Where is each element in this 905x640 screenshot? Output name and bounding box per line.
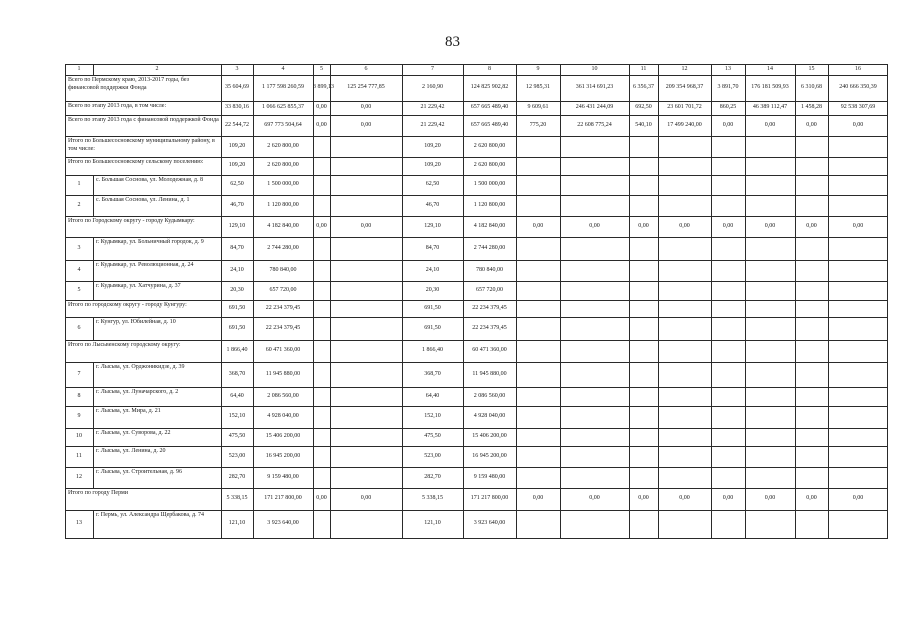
header-cell: 11 [640,66,647,72]
value-cell: 0,00 [316,222,327,229]
value-cell: 282,70 [228,473,246,480]
value-cell: 475,50 [424,433,441,439]
value-cell: 22 234 379,45 [265,324,301,331]
row-border [65,446,888,447]
column-border [65,64,66,538]
value-cell: 171 217 800,00 [264,495,302,501]
row-number: 6 [77,324,81,331]
header-cell: 8 [488,66,491,72]
row-number: 8 [77,392,81,399]
row-border [65,362,888,363]
value-cell: 23 601 701,72 [667,104,702,110]
row-number: 9 [77,413,81,419]
value-cell: 3 899,13 [313,84,334,90]
value-cell: 0,00 [722,495,734,501]
column-border [313,64,314,538]
value-cell: 540,10 [635,121,652,128]
value-cell: 2 620 800,00 [267,162,299,168]
value-cell: 0,00 [764,121,776,128]
row-border [65,510,888,511]
value-cell: 15 406 200,00 [265,433,301,439]
value-cell: 9 609,61 [527,104,549,110]
header-cell: 4 [281,66,285,72]
header-cell: 6 [364,66,368,72]
value-cell: 0,00 [852,222,864,229]
value-cell: 0,00 [679,495,690,501]
row-border [65,406,888,407]
value-cell: 20,30 [425,286,440,293]
value-cell: 0,00 [679,222,690,229]
row-border [65,101,888,102]
value-cell: 129,10 [228,222,246,229]
value-cell: 60 471 360,00 [472,347,507,353]
value-cell: 24,10 [425,266,440,273]
value-cell: 475,50 [228,433,246,439]
value-cell: 2 086 560,00 [473,392,506,399]
value-cell: 20,30 [230,286,244,293]
row-border [65,75,888,76]
column-border [402,64,403,538]
value-cell: 0,00 [852,121,864,128]
value-cell: 4 182 840,00 [267,222,299,229]
value-cell: 0,00 [806,121,817,128]
value-cell: 1 458,28 [801,104,822,110]
value-cell: 0,00 [638,495,649,501]
value-cell: 657 665 489,40 [470,104,509,110]
column-border [658,64,659,538]
row-number: 10 [76,433,82,439]
column-border [93,362,94,387]
column-border [93,446,94,467]
value-cell: 62,50 [425,181,440,187]
data-table [65,64,888,640]
value-cell: 657 665 489,40 [470,121,509,128]
value-cell: 3 923 640,00 [473,520,506,526]
row-border [65,175,888,176]
value-cell: 24,10 [230,266,244,273]
column-border [253,64,254,538]
header-cell: 13 [725,66,731,72]
value-cell: 92 538 307,69 [840,104,876,110]
value-cell: 2 744 280,00 [473,244,506,251]
value-cell: 4 182 840,00 [473,222,506,229]
header-cell: 1 [77,66,81,72]
row-border [65,237,888,238]
summary-label: Всего по этапу 2013 года с финансовой поддержкой Фонда [68,117,219,123]
value-cell: 0,00 [316,495,327,501]
value-cell: 171 217 800,00 [470,495,509,501]
value-cell: 657 720,00 [269,286,297,293]
column-border [516,64,517,538]
row-border [65,195,888,196]
value-cell: 1 066 625 855,37 [262,104,304,110]
value-cell: 15 406 200,00 [472,433,507,439]
value-cell: 84,70 [230,244,244,251]
value-cell: 5 338,15 [422,495,443,501]
value-cell: 2 620 800,00 [267,142,299,149]
value-cell: 0,00 [360,104,372,110]
value-cell: 1 500 000,00 [473,181,506,187]
value-cell: 0,00 [532,222,544,229]
row-border [65,300,888,301]
value-cell: 282,70 [424,473,441,480]
header-cell: 14 [767,66,773,72]
value-cell: 691,50 [228,304,246,311]
header-cell: 16 [855,66,861,72]
value-cell: 64,40 [425,392,440,399]
value-cell: 152,10 [228,413,246,419]
value-cell: 209 354 968,37 [665,84,704,90]
value-cell: 0,00 [316,121,327,128]
value-cell: 1 120 800,00 [473,201,506,208]
value-cell: 3 891,70 [717,84,739,90]
value-cell: 46,70 [230,201,244,208]
column-border [93,510,94,538]
value-cell: 0,00 [360,222,372,229]
value-cell: 0,00 [360,121,372,128]
value-cell: 368,70 [424,370,441,377]
value-cell: 1 866,40 [422,347,443,353]
value-cell: 0,00 [722,121,734,128]
summary-label: Итого по Большесосновскому муниципальному району, в том числе: [68,138,215,152]
value-cell: 124 825 902,82 [470,84,509,90]
address-label: г. Кудымкар, ул. Больничный городок, д. 9 [96,239,204,245]
value-cell: 1 120 800,00 [267,201,299,208]
value-cell: 46,70 [425,201,440,208]
value-cell: 46 389 112,47 [752,104,788,110]
value-cell: 691,50 [424,304,441,311]
value-cell: 121,10 [424,520,441,526]
header-cell: 3 [235,66,239,72]
value-cell: 33 830,16 [225,104,249,110]
row-border [65,387,888,388]
value-cell: 1 500 000,00 [267,181,299,187]
row-border [65,260,888,261]
row-border [65,428,888,429]
value-cell: 0,00 [852,495,864,501]
summary-label: Всего по этапу 2013 года, в том числе: [68,103,167,109]
value-cell: 0,00 [316,104,327,110]
value-cell: 2 160,90 [422,84,443,90]
row-border [65,538,888,539]
address-label: г. Кудымкар, ул. Хатчурина, д. 37 [96,283,181,289]
address-label: г. Лысьва, ул. Строительная, д. 96 [96,469,182,475]
value-cell: 21 229,42 [420,121,445,128]
value-cell: 0,00 [722,222,734,229]
row-border [65,488,888,489]
address-label: г. Пермь, ул. Александра Щербакова, д. 74 [96,512,205,518]
row-number: 12 [76,473,82,480]
value-cell: 125 254 777,85 [347,84,385,90]
value-cell: 62,50 [230,181,244,187]
value-cell: 21 229,42 [420,104,445,110]
value-cell: 5 338,15 [226,495,248,501]
value-cell: 109,20 [424,162,441,168]
value-cell: 691,50 [424,324,441,331]
row-border [65,317,888,318]
value-cell: 9 159 480,00 [473,473,506,480]
header-cell: 2 [155,66,159,72]
row-border [65,216,888,217]
value-cell: 0,00 [806,495,817,501]
value-cell: 22 234 379,45 [265,304,301,311]
value-cell: 109,20 [228,142,246,149]
row-number: 13 [76,520,82,526]
header-cell: 9 [536,66,540,72]
column-border [463,64,464,538]
address-label: г. Кунгур, ул. Юбилейная, д. 10 [96,319,176,325]
header-cell: 7 [431,66,434,72]
summary-label: Всего по Пермскому краю, 2013-2017 годы, без финансовой поддержки Фонда [68,77,189,91]
header-cell: 15 [808,66,815,72]
value-cell: 22 234 379,45 [472,324,507,331]
row-border [65,157,888,158]
header-cell: 12 [681,66,688,72]
row-border [65,64,888,65]
address-label: г. Лысьва, ул. Мира, д. 21 [96,408,161,414]
address-label: г. Кудымкар, ул. Революционная, д. 24 [96,262,194,268]
value-cell: 84,70 [425,244,440,251]
value-cell: 0,00 [806,222,817,229]
value-cell: 2 086 560,00 [267,392,299,399]
value-cell: 4 928 040,00 [473,413,506,419]
value-cell: 121,10 [228,520,246,526]
summary-label: Итого по Лысьвенскому городскому округу: [68,342,181,348]
value-cell: 17 499 240,00 [667,121,702,128]
value-cell: 176 181 509,93 [751,84,789,90]
column-border [93,428,94,446]
column-border [745,64,746,538]
value-cell: 0,00 [532,495,544,501]
summary-label: Итого по городу Перми [68,490,129,496]
summary-label: Итого по Городскому округу - городу Кудымкару: [68,218,195,224]
header-cell: 10 [591,66,598,72]
value-cell: 523,00 [228,452,246,459]
column-border [221,64,222,538]
value-cell: 109,20 [228,162,246,168]
value-cell: 22 544,72 [225,121,249,128]
value-cell: 11 945 880,00 [265,370,301,377]
value-cell: 240 666 350,39 [839,84,877,90]
value-cell: 780 840,00 [269,266,297,273]
row-number: 5 [77,286,81,293]
value-cell: 16 945 200,00 [265,452,301,459]
row-number: 3 [77,244,81,251]
value-cell: 152,10 [424,413,441,419]
column-border [93,175,94,195]
value-cell: 2 620 800,00 [473,162,506,168]
address-label: с. Большая Соснова, ул. Молодежная, д. 8 [96,177,203,183]
column-border [828,64,829,538]
row-number: 1 [77,181,81,187]
header-cell: 5 [320,66,323,72]
row-border [65,136,888,137]
address-label: г. Лысьва, ул. Суворова, д. 22 [96,430,171,436]
value-cell: 368,70 [228,370,246,377]
value-cell: 0,00 [589,222,600,229]
value-cell: 3 923 640,00 [267,520,299,526]
address-label: г. Лысьва, ул. Ленина, д. 20 [96,448,166,454]
value-cell: 16 945 200,00 [472,452,507,459]
column-border [93,281,94,300]
value-cell: 6 356,37 [633,84,654,90]
row-number: 11 [76,452,82,459]
column-border [93,260,94,281]
value-cell: 11 945 880,00 [472,370,507,377]
value-cell: 523,00 [424,452,441,459]
value-cell: 0,00 [638,222,649,229]
value-cell: 775,20 [529,121,547,128]
column-border [887,64,888,538]
value-cell: 109,20 [424,142,441,149]
summary-label: Итого по Большесосновскому сельскому поселению: [68,159,204,165]
value-cell: 657 720,00 [476,286,503,293]
value-cell: 4 928 040,00 [267,413,299,419]
column-border [560,64,561,538]
summary-label: Итого по городскому округу - городу Кунгуру: [68,302,187,308]
value-cell: 22 608 775,24 [577,121,612,128]
column-border [93,195,94,216]
column-border [330,64,331,538]
value-cell: 2 744 280,00 [267,244,299,251]
value-cell: 22 234 379,45 [472,304,507,311]
value-cell: 0,00 [589,495,600,501]
value-cell: 2 620 800,00 [473,142,506,149]
page-number: 83 [445,34,460,50]
value-cell: 361 314 691,23 [575,84,614,90]
row-number: 2 [77,201,81,208]
column-border [795,64,796,538]
value-cell: 0,00 [764,495,776,501]
value-cell: 691,50 [228,324,246,331]
value-cell: 1 177 598 260,59 [262,84,304,90]
row-border [65,115,888,116]
value-cell: 860,25 [719,104,737,110]
column-border [93,406,94,428]
row-border [65,281,888,282]
value-cell: 12 985,31 [526,84,550,90]
value-cell: 780 840,00 [476,266,503,273]
column-border [93,237,94,260]
value-cell: 9 159 480,00 [267,473,299,480]
column-border [93,467,94,488]
value-cell: 697 773 504,64 [264,121,302,128]
address-label: г. Лысьва, ул. Орджоникидзе, д. 39 [96,364,185,370]
row-border [65,340,888,341]
column-border [629,64,630,538]
row-border [65,467,888,468]
column-border [711,64,712,538]
value-cell: 6 310,68 [801,84,822,90]
column-border [93,317,94,340]
value-cell: 60 471 360,00 [265,347,301,353]
value-cell: 0,00 [360,495,372,501]
value-cell: 35 604,69 [225,84,249,90]
value-cell: 692,50 [635,104,652,110]
value-cell: 0,00 [764,222,776,229]
value-cell: 246 431 244,09 [575,104,614,110]
value-cell: 129,10 [424,222,441,229]
value-cell: 1 866,40 [226,347,248,353]
column-border [93,387,94,406]
row-number: 4 [77,266,81,273]
address-label: с. Большая Соснова, ул. Ленина, д. 1 [96,197,190,203]
value-cell: 64,40 [230,392,244,399]
row-number: 7 [77,370,81,377]
address-label: г. Лысьва, ул. Луначарского, д. 2 [96,389,179,395]
